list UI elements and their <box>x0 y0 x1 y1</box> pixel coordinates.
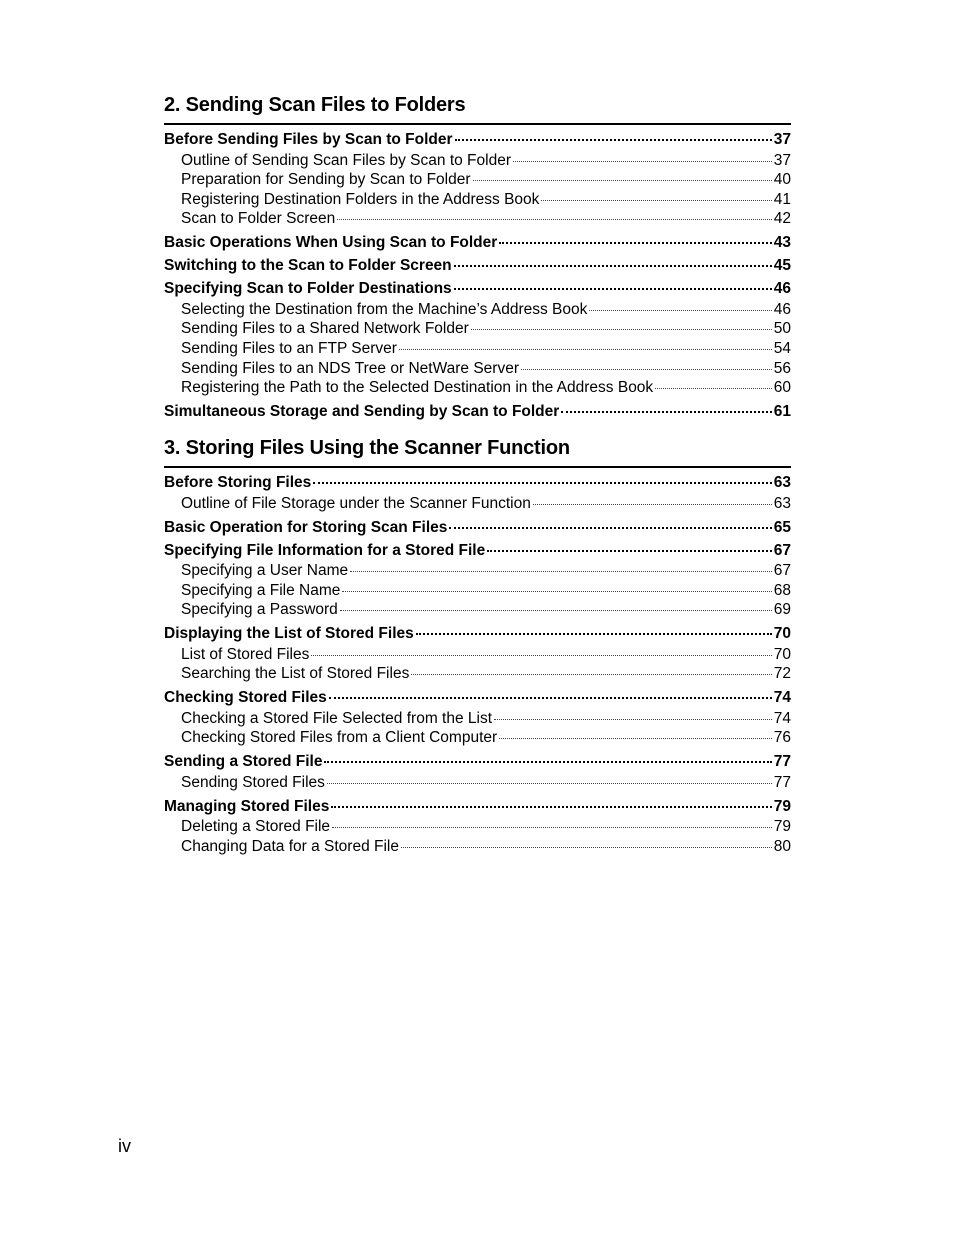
toc-section-entry[interactable] <box>164 131 791 149</box>
toc-entry-page-number: 40 <box>773 171 791 189</box>
toc-subsection-entry[interactable] <box>164 152 791 170</box>
toc-subsection-entry[interactable] <box>164 838 791 856</box>
toc-section-entry[interactable] <box>164 542 791 560</box>
toc-entry-title: Registering the Path to the Selected Destination in the Address Book <box>181 379 654 397</box>
toc-dot-leader <box>499 242 771 244</box>
toc-dot-leader <box>313 482 771 484</box>
toc-subsection-entry[interactable] <box>164 562 791 580</box>
toc-entry-page-number: 80 <box>773 838 791 855</box>
toc-entry-title: Sending Stored Files <box>181 773 325 791</box>
toc-subsection-entry[interactable] <box>164 320 791 338</box>
toc-entry-page-number: 67 <box>773 562 791 579</box>
toc-subsection-entry[interactable] <box>164 340 791 358</box>
toc-section-entry[interactable] <box>164 474 791 492</box>
toc-entry-page-number: 65 <box>773 518 791 536</box>
toc-dot-leader <box>521 369 772 370</box>
toc-entry-title: Specifying File Information for a Stored File <box>164 541 486 559</box>
toc-section-entry[interactable] <box>164 234 791 252</box>
toc-entry-title: Before Sending Files by Scan to Folder <box>164 131 453 148</box>
toc-entry-page-number: 68 <box>773 581 791 599</box>
toc-dot-leader <box>340 610 772 611</box>
toc-entry-page-number: 60 <box>773 379 791 397</box>
toc-subsection-entry[interactable] <box>164 818 791 836</box>
toc-subsection-entry[interactable] <box>164 301 791 319</box>
toc-entry-page-number: 46 <box>773 300 791 318</box>
toc-subsection-entry[interactable] <box>164 729 791 747</box>
toc-entry-page-number: 77 <box>773 773 791 791</box>
toc-entry-title: Before Storing Files <box>164 474 312 491</box>
toc-entry-page-number: 79 <box>773 818 791 836</box>
toc-dot-leader <box>455 139 772 141</box>
toc-entry-title: Sending Files to an FTP Server <box>181 340 397 357</box>
toc-entry-page-number: 70 <box>773 645 791 663</box>
toc-entry-page-number: 72 <box>773 665 791 683</box>
toc-subsection-entry[interactable] <box>164 171 791 189</box>
toc-section-entry[interactable] <box>164 625 791 643</box>
toc-entry-title: Simultaneous Storage and Sending by Scan to Folder <box>164 403 560 421</box>
toc-dot-leader <box>401 847 772 848</box>
toc-entry-page-number: 37 <box>773 131 791 148</box>
toc-entry-title: Specifying Scan to Folder Destinations <box>164 280 452 298</box>
toc-subsection-entry[interactable] <box>164 646 791 664</box>
toc-entry-title: Searching the List of Stored Files <box>181 665 410 683</box>
toc-dot-leader <box>324 761 771 763</box>
toc-entry-title: Registering Destination Folders in the Address Book <box>181 190 540 208</box>
toc-section-entry[interactable] <box>164 257 791 275</box>
toc-dot-leader <box>411 674 771 675</box>
toc-section-entry[interactable] <box>164 280 791 298</box>
toc-dot-leader <box>513 161 772 162</box>
toc-dot-leader <box>541 200 771 201</box>
toc-entry-title: Checking a Stored File Selected from the List <box>181 709 493 727</box>
toc-subsection-entry[interactable] <box>164 360 791 378</box>
page-number: iv <box>118 1136 131 1156</box>
toc-dot-leader <box>329 697 772 699</box>
toc-entry-title: Managing Stored Files <box>164 797 330 815</box>
toc-subsection-entry[interactable] <box>164 710 791 728</box>
toc-dot-leader <box>589 310 771 311</box>
toc-subsection-entry[interactable] <box>164 379 791 397</box>
toc-entry-page-number: 63 <box>773 494 791 512</box>
toc-dot-leader <box>311 655 771 656</box>
toc-entry-page-number: 67 <box>773 541 791 559</box>
toc-section-entry[interactable] <box>164 798 791 816</box>
toc-dot-leader <box>473 180 772 181</box>
toc-entry-page-number: 69 <box>773 601 791 619</box>
toc-entry-page-number: 37 <box>773 151 791 169</box>
toc-dot-leader <box>533 504 772 505</box>
toc-dot-leader <box>416 633 772 635</box>
toc-subsection-entry[interactable] <box>164 665 791 683</box>
toc-entry-page-number: 79 <box>773 797 791 815</box>
toc-entry-title: Selecting the Destination from the Machine’s Address Book <box>181 300 588 318</box>
toc-entry-page-number: 56 <box>773 359 791 377</box>
toc-entry-title: Checking Stored Files from a Client Computer <box>181 729 498 747</box>
toc-subsection-entry[interactable] <box>164 495 791 513</box>
toc-entry-page-number: 77 <box>773 753 791 771</box>
toc-subsection-entry[interactable] <box>164 191 791 209</box>
toc-entry-title: Deleting a Stored File <box>181 818 331 836</box>
toc-entry-title: Displaying the List of Stored Files <box>164 625 414 643</box>
toc-entry-title: Outline of Sending Scan Files by Scan to Folder <box>181 151 511 169</box>
toc-entry-title: Basic Operations When Using Scan to Folder <box>164 234 498 252</box>
toc-subsection-entry[interactable] <box>164 582 791 600</box>
chapter-3-title: 3. Storing Files Using the Scanner Function <box>164 437 791 468</box>
toc-entry-page-number: 43 <box>773 234 791 252</box>
toc-section-entry[interactable] <box>164 403 791 421</box>
toc-entry-page-number: 76 <box>773 729 791 747</box>
toc-dot-leader <box>471 329 772 330</box>
toc-entry-page-number: 46 <box>773 280 791 298</box>
toc-entry-title: Specifying a Password <box>181 601 338 619</box>
toc-dot-leader <box>655 388 772 389</box>
toc-entry-title: Basic Operation for Storing Scan Files <box>164 518 448 536</box>
toc-entry-page-number: 63 <box>773 474 791 491</box>
toc-entry-title: Preparation for Sending by Scan to Folder <box>181 171 471 189</box>
toc-dot-leader <box>332 827 772 828</box>
toc-entry-page-number: 74 <box>773 689 791 707</box>
toc-entry-title: Checking Stored Files <box>164 689 327 707</box>
toc-entry-page-number: 50 <box>773 320 791 338</box>
toc-dot-leader <box>487 550 772 552</box>
toc-dot-leader <box>454 288 772 290</box>
toc-subsection-entry[interactable] <box>164 210 791 228</box>
chapter-2-title: 2. Sending Scan Files to Folders <box>164 94 791 125</box>
toc-dot-leader <box>327 783 772 784</box>
toc-dot-leader <box>399 349 772 350</box>
toc-entry-title: Changing Data for a Stored File <box>181 838 399 855</box>
toc-entry-title: Switching to the Scan to Folder Screen <box>164 257 452 275</box>
toc-entry-page-number: 42 <box>773 210 791 228</box>
toc-dot-leader <box>350 571 772 572</box>
toc-dot-leader <box>561 411 771 413</box>
toc-dot-leader <box>494 719 772 720</box>
toc-subsection-entry[interactable] <box>164 601 791 619</box>
toc-dot-leader <box>337 219 772 220</box>
toc-entry-title: Sending a Stored File <box>164 753 323 771</box>
toc-dot-leader <box>454 265 772 267</box>
toc-entry-page-number: 61 <box>773 403 791 421</box>
toc-section-entry[interactable] <box>164 519 791 537</box>
toc-dot-leader <box>342 591 771 592</box>
toc-subsection-entry[interactable] <box>164 774 791 792</box>
toc-entry-page-number: 70 <box>773 625 791 643</box>
toc-entry-page-number: 41 <box>773 190 791 208</box>
toc-entry-title: Specifying a User Name <box>181 562 349 579</box>
toc-dot-leader <box>449 527 771 529</box>
toc-entry-title: Scan to Folder Screen <box>181 210 336 228</box>
toc-dot-leader <box>499 738 772 739</box>
toc-entry-title: Sending Files to an NDS Tree or NetWare Server <box>181 359 519 377</box>
toc-dot-leader <box>331 806 771 808</box>
toc-entry-title: Specifying a File Name <box>181 581 341 599</box>
toc-section-entry[interactable] <box>164 689 791 707</box>
toc-entry-title: Sending Files to a Shared Network Folder <box>181 320 469 338</box>
toc-entry-title: Outline of File Storage under the Scanner Function <box>181 494 531 512</box>
toc-entry-page-number: 54 <box>773 340 791 357</box>
toc-entry-page-number: 74 <box>773 709 791 727</box>
toc-section-entry[interactable] <box>164 753 791 771</box>
toc-entry-title: List of Stored Files <box>181 645 310 663</box>
toc-entry-page-number: 45 <box>773 257 791 275</box>
